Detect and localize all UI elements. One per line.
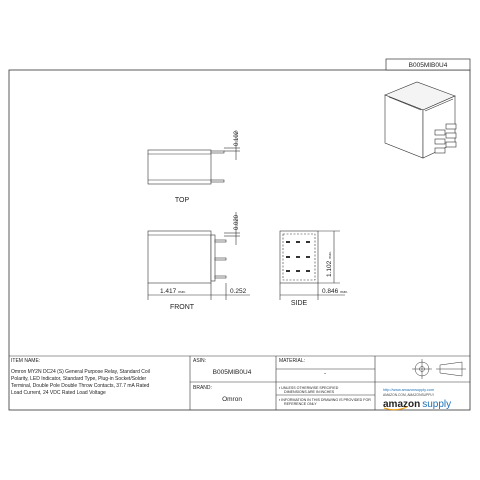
top-view-label: TOP [174, 197, 190, 204]
front-pin-length-dim: 0.252 [230, 288, 247, 295]
projection-symbol-icon [412, 359, 466, 379]
note-2-line-1: ▪ INFORMATION IN THIS DRAWING IS PROVIDED FOR [279, 398, 371, 402]
iso-view [385, 82, 456, 158]
top-pin-dim: 0.102 [234, 130, 240, 146]
front-width-dim: 1.417 max. [160, 288, 186, 295]
material-value: - [324, 371, 326, 377]
brand-value: Omron [222, 396, 242, 403]
amazon-supply-logo [383, 399, 451, 410]
asin-label: ASIN: [193, 358, 207, 364]
item-name-line-4: Load Current, 24 VDC Rated Load Voltage [11, 390, 106, 396]
side-height-dim: 1.102max. [326, 251, 333, 277]
note-2-line-2: REFERENCE ONLY [284, 402, 317, 406]
item-name-line-1: Omron MY2N DC24 (S) General Purpose Relay, Standard Coil [11, 369, 150, 375]
note-1-line-1: ▪ UNLESS OTHERWISE SPECIFIED [279, 386, 339, 390]
sheet-id: B005MIB0U4 [408, 62, 448, 69]
front-view-label: FRONT [169, 304, 195, 311]
front-pin-dim: 0.020 [234, 214, 240, 230]
item-name-label: ITEM NAME: [11, 358, 41, 364]
note-1-line-2: DIMENSIONS ARE IN INCHES [284, 390, 335, 394]
asin-value: B005MIB0U4 [212, 369, 252, 376]
side-view-label: SIDE [290, 300, 308, 307]
item-name-line-2: Polarity, LED Indicator, Standard Type, Plug-in Socket/Solder [11, 376, 147, 382]
material-label: MATERIAL: [279, 358, 306, 364]
top-view [148, 130, 240, 184]
svg-text:amazonsupply: amazon supply [383, 399, 452, 410]
item-name-line-3: Terminal, Double Pole Double Throw Contacts, 37.7 mA Rated [11, 383, 150, 389]
brand-label: BRAND: [193, 385, 212, 391]
side-width-dim: 0.846 max. [322, 288, 348, 295]
url-subline: AMAZON.COM, AMAZONSUPPLY [383, 393, 435, 397]
url-line: http://www.amazonsupply.com [383, 388, 434, 392]
